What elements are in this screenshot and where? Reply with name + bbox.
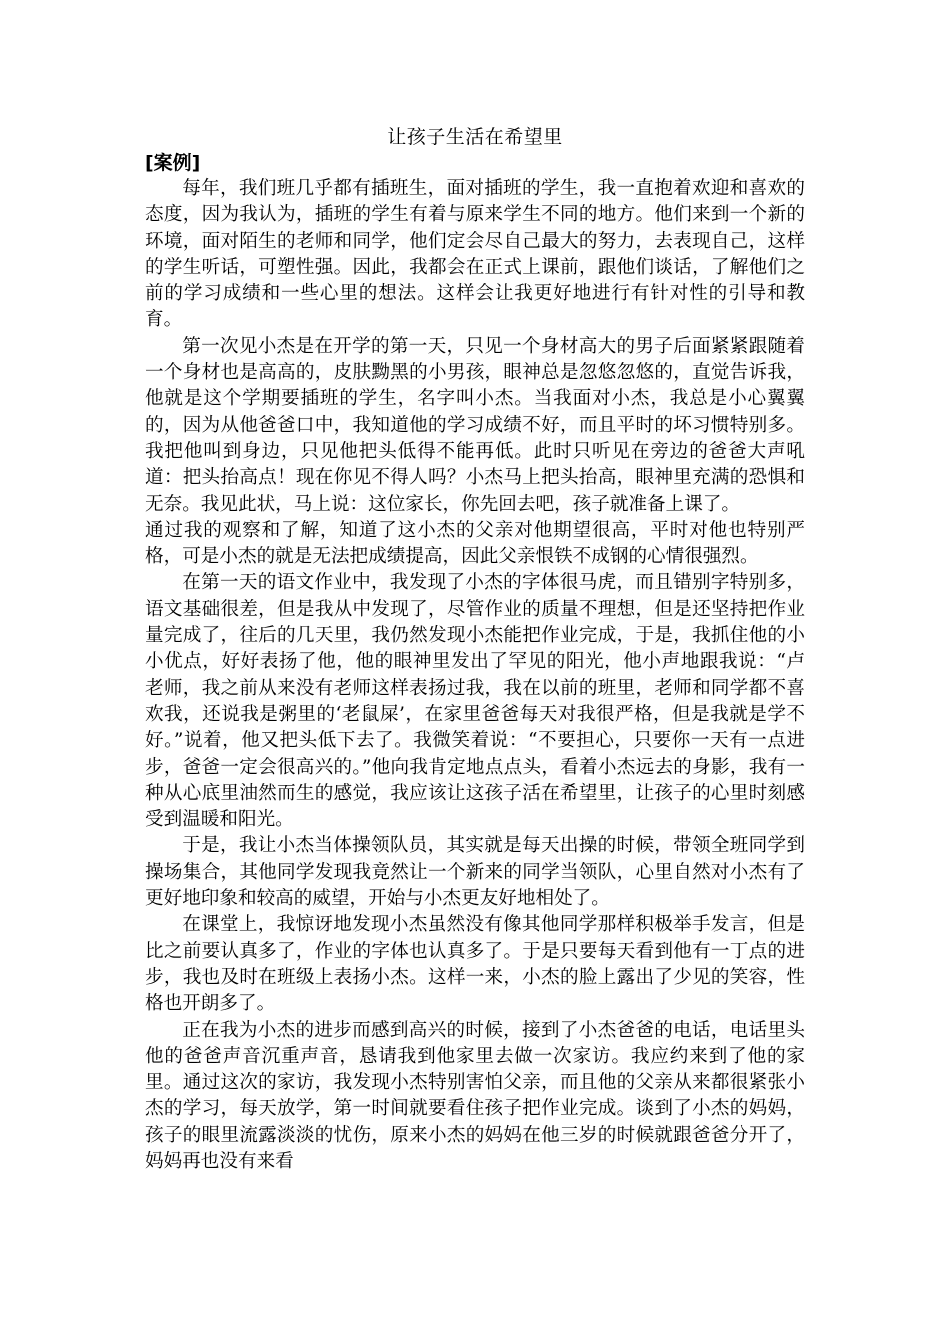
paragraph-home-visit: 正在我为小杰的进步而感到高兴的时候，接到了小杰爸爸的电话，电话里头他的爸爸声音沉重声音，恳请我到他家里去做一次家访。我应约来到了他的家里。通过这次的家访，我发现小杰特别害怕父亲，而且他的父亲从来都很紧张小杰的学习，每天放学，第一时间就要看住孩子把作业完成。谈到了小杰的妈妈，孩子的眼里流露淡淡的忧伤，原来小杰的妈妈在他三岁的时候就跟爸爸分开了，妈妈再也没有来看 (145, 1019, 805, 1172)
paragraph-leader: 于是，我让小杰当体操领队员，其实就是每天出操的时候，带领全班同学到操场集合，其他同学发现我竟然让一个新来的同学当领队，心里自然对小杰有了更好地印象和较高的威望，开始与小杰更友好地相处了。 (145, 835, 805, 910)
document-body (145, 176, 805, 1175)
paragraph-intro: 每年，我们班几乎都有插班生，面对插班的学生，我一直抱着欢迎和喜欢的态度，因为我认为，插班的学生有着与原来学生不同的地方。他们来到一个新的环境，面对陌生的老师和同学，他们定会尽自己最大的努力，去表现自己，这样的学生听话，可塑性强。因此，我都会在正式上课前，跟他们谈话，了解他们之前的学习成绩和一些心里的想法。这样会让我更好地进行有针对性的引导和教育。 (145, 178, 805, 331)
paragraph-first-meeting: 第一次见小杰是在开学的第一天，只见一个身材高大的男子后面紧紧跟随着一个身材也是高高的，皮肤黝黑的小男孩，眼神总是忽悠忽悠的，直觉告诉我，他就是这个学期要插班的学生，名字叫小杰。当我面对小杰，我总是小心翼翼的，因为从他爸爸口中，我知道他的学习成绩不好，而且平时的坏习惯特别多。我把他叫到身边，只见他把头低得不能再低。此时只听见在旁边的爸爸大声吼道：把头抬高点！现在你见不得人吗？小杰马上把头抬高，眼神里充满的恐惧和无奈。我见此状，马上说：这位家长，你先回去吧，孩子就准备上课了。 (145, 335, 805, 515)
document-title: 让孩子生活在希望里 (387, 126, 563, 148)
paragraph-classroom: 在课堂上，我惊讶地发现小杰虽然没有像其他同学那样积极举手发言，但是比之前要认真多了，作业的字体也认真多了。于是只要每天看到他有一丁点的进步，我也及时在班级上表扬小杰。这样一来，小杰的脸上露出了少见的笑容，性格也开朗多了。 (145, 914, 805, 1015)
paragraph-observation: 通过我的观察和了解，知道了这小杰的父亲对他期望很高，平时对他也特别严格，可是小杰的就是无法把成绩提高，因此父亲恨铁不成钢的心情很强烈。 (145, 519, 805, 568)
paragraph-homework: 在第一天的语文作业中，我发现了小杰的字体很马虎，而且错别字特别多，语文基础很差，但是我从中发现了，尽管作业的质量不理想，但是还坚持把作业量完成了，往后的几天里，我仍然发现小杰能把作业完成，于是，我抓住他的小小优点，好好表扬了他，他的眼神里发出了罕见的阳光，他小声地跟我说：“卢老师，我之前从来没有老师这样表扬过我，我在以前的班里，老师和同学都不喜欢我，还说我是粥里的‘老鼠屎’，在家里爸爸每天对我很严格，但是我就是学不好。”说着，他又把头低下去了。我微笑着说：“不要担心，只要你一天有一点进步，爸爸一定会很高兴的。”他向我肯定地点点头，看着小杰远去的身影，我有一种从心底里油然而生的感觉，我应该让这孩子活在希望里，让孩子的心里时刻感受到温暖和阳光。 (145, 572, 805, 831)
section-label-case: [案例] (145, 152, 201, 174)
